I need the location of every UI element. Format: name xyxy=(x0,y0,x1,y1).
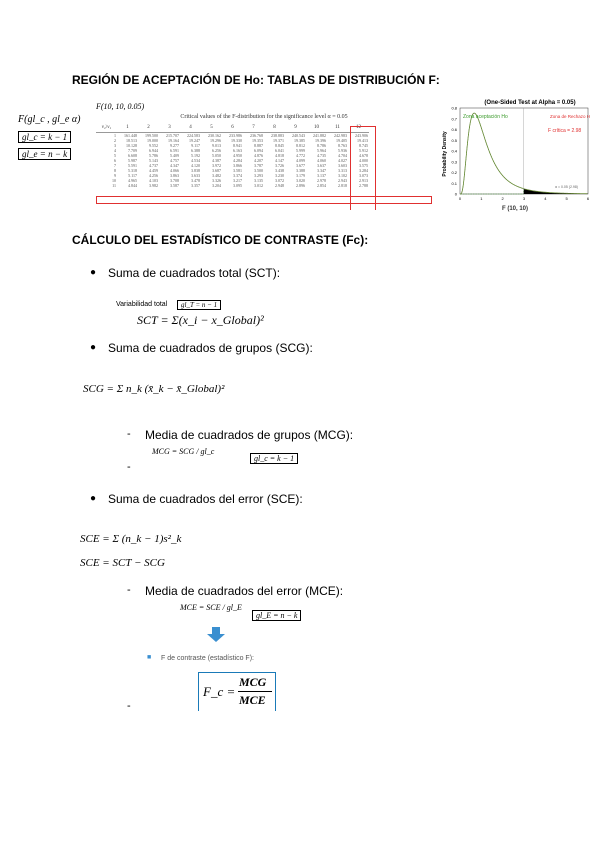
table-cell: 3.972 xyxy=(212,163,221,168)
table-cell: 7 xyxy=(114,163,116,168)
table-cell: 4.387 xyxy=(212,158,221,163)
table-header: 11 xyxy=(327,123,348,133)
table-cell: 3.293 xyxy=(254,173,263,178)
dash-marker: - xyxy=(127,584,131,596)
table-cell: 4.704 xyxy=(338,153,347,158)
table-cell: 2.818 xyxy=(338,183,347,188)
y-tick-label: 0.8 xyxy=(451,105,457,111)
bullet-dot: ● xyxy=(90,267,97,278)
table-cell: 8.763 xyxy=(338,143,347,148)
table-cell: 2 xyxy=(114,138,116,143)
accept-label: Zona aceptación Ho xyxy=(463,114,508,120)
table-cell: 2.854 xyxy=(317,183,326,188)
sce-bullet: Suma de cuadrados del error (SCE): xyxy=(108,492,303,506)
scg-formula: SCG = Σ n_k (x̄_k − x̄_Global)² xyxy=(83,383,225,395)
mcg-gl: gl_c = k − 1 xyxy=(250,453,298,464)
fc-numerator: MCG xyxy=(239,675,267,689)
table-cell: 230.162 xyxy=(208,133,221,138)
table-cell: 5 xyxy=(114,153,116,158)
table-cell: 9.552 xyxy=(149,143,158,148)
table-cell: 6.591 xyxy=(170,148,179,153)
y-tick-label: 0.2 xyxy=(451,170,457,175)
table-cell: 3.313 xyxy=(338,168,347,173)
table-cell: 5.409 xyxy=(170,153,179,158)
table-cell: 4.347 xyxy=(170,163,179,168)
table-cell: 3.687 xyxy=(212,168,221,173)
f-distribution-table xyxy=(96,102,432,210)
table-cell: 5.318 xyxy=(128,168,137,173)
sce-formula1: SCE = Σ (n_k − 1)s²_k xyxy=(80,533,182,545)
table-label: F(10, 10, 0.05) xyxy=(96,102,145,111)
table-cell: 9.013 xyxy=(212,143,221,148)
table-cell: 10.128 xyxy=(126,143,137,148)
table-cell: 4.103 xyxy=(149,178,158,183)
table-cell: 3.102 xyxy=(338,173,347,178)
table-cell: 6.256 xyxy=(212,148,221,153)
table-cell: 3 xyxy=(114,143,116,148)
y-tick-label: 0.5 xyxy=(451,137,457,143)
sct-note: Variabilidad total xyxy=(116,301,168,308)
f-distribution-chart xyxy=(440,96,590,218)
table-cell: 4.147 xyxy=(275,158,284,163)
table-cell: 233.986 xyxy=(229,133,242,138)
table-cell: 6.041 xyxy=(275,148,284,153)
table-cell: 6.944 xyxy=(149,148,158,153)
table-cell: 19.164 xyxy=(168,138,179,143)
table-cell: 236.768 xyxy=(250,133,263,138)
table-cell: 6.094 xyxy=(254,148,263,153)
reject-label: Zona de Rechazo Ho xyxy=(550,114,590,119)
table-cell: 5.192 xyxy=(191,153,200,158)
y-tick-label: 0 xyxy=(454,191,457,197)
table-cell: 4.099 xyxy=(296,158,305,163)
table-cell: 3.357 xyxy=(191,183,200,188)
table-cell: 5.987 xyxy=(128,158,137,163)
table-header: 8 xyxy=(264,123,285,133)
table-cell: 2.788 xyxy=(359,183,368,188)
table-cell: 4.818 xyxy=(275,153,284,158)
table-cell: 243.906 xyxy=(355,133,368,138)
section2-title: CÁLCULO DEL ESTADÍSTICO DE CONTRASTE (Fc): xyxy=(72,233,369,247)
table-cell: 4.844 xyxy=(128,183,137,188)
table-cell: 3.135 xyxy=(254,178,263,183)
table-cell: 3.020 xyxy=(296,178,305,183)
table-header: 3 xyxy=(159,123,180,133)
table-cell: 5.786 xyxy=(149,153,158,158)
y-tick-label: 0.3 xyxy=(451,159,457,165)
fc-formula-box xyxy=(198,672,276,711)
table-cell: 4.950 xyxy=(233,153,242,158)
table-cell: 2.948 xyxy=(275,183,284,188)
table-cell: 3.838 xyxy=(191,168,200,173)
fc-label: F de contraste (estadístico F): xyxy=(161,655,254,662)
table-cell: 3.217 xyxy=(233,178,242,183)
table-cell: 8.812 xyxy=(296,143,305,148)
table-cell: 224.583 xyxy=(187,133,200,138)
table-cell: 4.678 xyxy=(359,153,368,158)
table-cell: 3.230 xyxy=(275,173,284,178)
table-cell: 5.964 xyxy=(317,148,326,153)
bullet-dot: ● xyxy=(90,342,97,353)
table-cell: 3.326 xyxy=(212,178,221,183)
table-cell: 3.982 xyxy=(149,183,158,188)
mce-formula: MCE = SCE / gl_E xyxy=(180,603,242,612)
table-cell: 215.707 xyxy=(166,133,179,138)
table-cell: 8.745 xyxy=(359,143,368,148)
x-tick-label: 2 xyxy=(501,196,504,201)
gle-note: gl_e = n − k xyxy=(18,148,71,160)
table-cell: 19.405 xyxy=(336,138,347,143)
table-cell: 3.179 xyxy=(296,173,305,178)
table-cell: 5.936 xyxy=(338,148,347,153)
table-header: 4 xyxy=(180,123,201,133)
table-cell: 3.708 xyxy=(170,178,179,183)
table-cell: 4.757 xyxy=(170,158,179,163)
bullet-dot: ● xyxy=(90,493,97,504)
chart-xlabel: F (10, 10) xyxy=(502,206,529,212)
table-cell: 3.374 xyxy=(233,173,242,178)
x-tick-label: 3 xyxy=(522,196,526,201)
table-cell: 3.204 xyxy=(212,183,221,188)
table-cell: 9.117 xyxy=(191,143,200,148)
table-cell: 3.581 xyxy=(233,168,242,173)
y-tick-label: 0.6 xyxy=(451,127,457,132)
fc-denominator: MCE xyxy=(239,693,266,707)
table-corner: ν₂\ν₁ xyxy=(96,123,117,133)
fcrit-label: F crítica = 2.98 xyxy=(548,128,582,134)
table-cell: 19.385 xyxy=(294,138,305,143)
scg-bullet: Suma de cuadrados de grupos (SCG): xyxy=(108,341,313,355)
table-cell: 8 xyxy=(114,168,116,173)
table-cell: 4.772 xyxy=(296,153,305,158)
table-cell: 242.983 xyxy=(334,133,347,138)
table-cell: 19.330 xyxy=(231,138,242,143)
table-cell: 5.912 xyxy=(359,148,368,153)
table-cell: 1 xyxy=(114,133,116,138)
table-cell: 19.396 xyxy=(315,138,326,143)
x-tick-label: 5 xyxy=(565,196,568,201)
table-cell: 7.709 xyxy=(128,148,137,153)
table-cell: 8.887 xyxy=(254,143,263,148)
critical-values-table xyxy=(96,123,369,188)
table-cell: 19.296 xyxy=(210,138,221,143)
table-cell: 3.633 xyxy=(191,173,200,178)
table-cell: 4.027 xyxy=(338,158,347,163)
table-cell: 6.388 xyxy=(191,148,200,153)
table-cell: 161.448 xyxy=(124,133,137,138)
f-notation-note: F(gl_c , gl_e α) xyxy=(18,114,81,125)
table-cell: 5.591 xyxy=(128,163,137,168)
f-chart-svg xyxy=(440,96,590,218)
table-row xyxy=(96,183,369,188)
table-cell: 238.883 xyxy=(271,133,284,138)
down-arrow-icon xyxy=(206,627,226,648)
y-tick-label: 0.1 xyxy=(451,180,457,186)
table-cell: 6 xyxy=(114,158,116,163)
table-cell: 4.060 xyxy=(317,158,326,163)
table-cell: 19.353 xyxy=(252,138,263,143)
table-cell: 199.500 xyxy=(145,133,158,138)
table-cell: 3.478 xyxy=(191,178,200,183)
glc-note: gl_c = k − 1 xyxy=(18,131,71,143)
table-cell: 6.608 xyxy=(128,153,137,158)
table-cell: 3.587 xyxy=(170,183,179,188)
table-cell: 9 xyxy=(114,173,116,178)
table-cell: 19.371 xyxy=(273,138,284,143)
table-cell: 3.575 xyxy=(359,163,368,168)
table-cell: 9.277 xyxy=(170,143,179,148)
table-cell: 3.388 xyxy=(296,168,305,173)
table-cell: 5.117 xyxy=(128,173,137,178)
table-cell: 4.207 xyxy=(254,158,263,163)
table-cell: 5.999 xyxy=(296,148,305,153)
table-cell: 2.913 xyxy=(359,178,368,183)
table-cell: 2.978 xyxy=(317,178,326,183)
x-tick-label: 1 xyxy=(480,196,483,201)
table-cell: 3.073 xyxy=(359,173,368,178)
table-cell: 3.012 xyxy=(254,183,263,188)
table-header: 6 xyxy=(222,123,243,133)
table-cell: 3.137 xyxy=(317,173,326,178)
table-cell: 2.943 xyxy=(338,178,347,183)
x-tick-label: 6 xyxy=(586,196,590,201)
mcg-formula: MCG = SCG / gl_c xyxy=(152,447,215,456)
table-cell: 3.787 xyxy=(254,163,263,168)
table-header: 7 xyxy=(243,123,264,133)
y-tick-label: 0.7 xyxy=(451,116,457,122)
chart-ylabel: Probability Density xyxy=(442,131,448,177)
sct-formula: SCT = Σ(x_i − x_Global)² xyxy=(137,313,264,327)
table-cell: 3.438 xyxy=(275,168,284,173)
table-cell: 3.284 xyxy=(359,168,368,173)
table-cell: 8.786 xyxy=(317,143,326,148)
table-cell: 19.247 xyxy=(189,138,200,143)
table-cell: 3.863 xyxy=(170,173,179,178)
sct-gl: gl_T = n − 1 xyxy=(177,300,221,310)
table-cell: 3.347 xyxy=(317,168,326,173)
table-caption: Critical values of the F-distribution for the significance level α = 0.05 xyxy=(180,114,348,120)
x-tick-label: 0 xyxy=(458,196,462,201)
table-cell: 4.534 xyxy=(191,158,200,163)
x-tick-label: 4 xyxy=(544,196,547,201)
table-cell: 11 xyxy=(112,183,116,188)
section1-title: REGIÓN DE ACEPTACIÓN DE Ho: TABLAS DE DISTRIBUCIÓN F: xyxy=(72,73,440,87)
table-cell: 10 xyxy=(112,178,116,183)
table-header: 10 xyxy=(306,123,327,133)
mce-label: Media de cuadrados del error (MCE): xyxy=(145,584,344,598)
dash-marker: - xyxy=(127,461,131,473)
table-cell: 4.066 xyxy=(170,168,179,173)
table-cell: 2.896 xyxy=(296,183,305,188)
table-header: 9 xyxy=(285,123,306,133)
fraction-bar xyxy=(238,691,272,692)
table-header: 2 xyxy=(138,123,159,133)
fc-bullet-icon: ■ xyxy=(147,654,152,661)
table-cell: 3.500 xyxy=(254,168,263,173)
table-cell: 19.000 xyxy=(147,138,158,143)
table-header: 1 xyxy=(117,123,138,133)
table-cell: 240.543 xyxy=(292,133,305,138)
y-tick-label: 0.4 xyxy=(451,148,457,154)
table-cell: 8.845 xyxy=(275,143,284,148)
table-cell: 3.482 xyxy=(212,173,221,178)
mce-gl: gl_E = n − k xyxy=(252,610,301,621)
table-cell: 18.513 xyxy=(126,138,137,143)
table-cell: 4.459 xyxy=(149,168,158,173)
alpha-label: α = 0.05 (2.98) xyxy=(555,185,578,189)
table-cell: 6.163 xyxy=(233,148,242,153)
dash-marker: - xyxy=(127,428,131,440)
table-cell: 8.941 xyxy=(233,143,242,148)
table-cell: 4.876 xyxy=(254,153,263,158)
table-cell: 3.726 xyxy=(275,163,284,168)
table-cell: 4 xyxy=(114,148,116,153)
sct-bullet: Suma de cuadrados total (SCT): xyxy=(108,266,281,280)
table-cell: 5.050 xyxy=(212,153,221,158)
table-cell: 4.000 xyxy=(359,158,368,163)
table-cell: 3.095 xyxy=(233,183,242,188)
table-header: 5 xyxy=(201,123,222,133)
table-cell: 3.866 xyxy=(233,163,242,168)
sce-formula2: SCE = SCT − SCG xyxy=(80,557,165,569)
dash-marker: - xyxy=(127,700,131,712)
chart-title: (One-Sided Test at Alpha = 0.05) xyxy=(484,100,576,106)
table-cell: 3.072 xyxy=(275,178,284,183)
table-cell: 4.737 xyxy=(149,163,158,168)
table-header: 12 xyxy=(348,123,369,133)
mcg-label: Media de cuadrados de grupos (MCG): xyxy=(145,428,354,442)
table-cell: 4.120 xyxy=(191,163,200,168)
table-cell: 4.965 xyxy=(128,178,137,183)
table-cell: 19.413 xyxy=(357,138,368,143)
table-cell: 4.284 xyxy=(233,158,242,163)
table-cell: 4.256 xyxy=(149,173,158,178)
table-cell: 3.603 xyxy=(338,163,347,168)
table-cell: 3.637 xyxy=(317,163,326,168)
table-cell: 241.882 xyxy=(313,133,326,138)
table-cell: 4.735 xyxy=(317,153,326,158)
row-10-highlight xyxy=(96,196,432,204)
fc-lhs: F_c = xyxy=(203,684,236,699)
table-cell: 3.677 xyxy=(296,163,305,168)
table-cell: 5.143 xyxy=(149,158,158,163)
